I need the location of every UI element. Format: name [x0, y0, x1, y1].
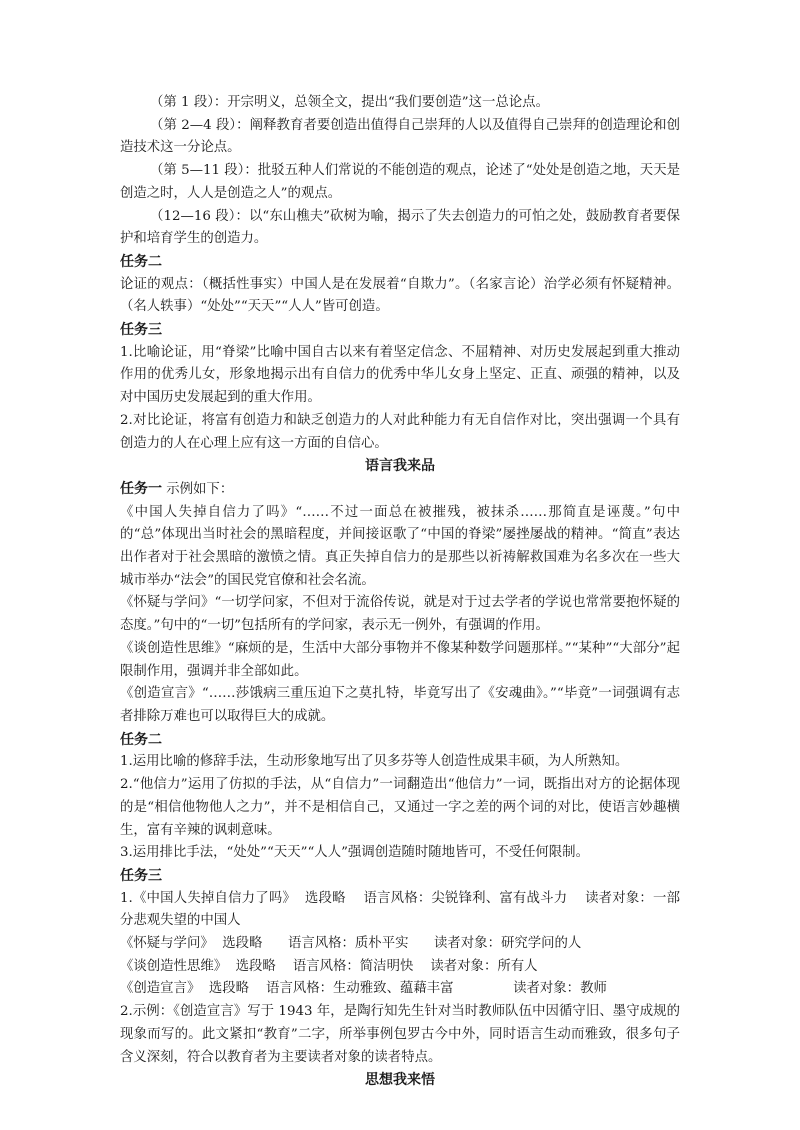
task-inline-text: 示例如下： — [162, 481, 234, 497]
section-heading: 思想我来悟 — [365, 1072, 435, 1089]
task-heading: 任务二 — [120, 731, 162, 748]
task-heading: 任务二 — [120, 253, 162, 270]
task-inline-line — [120, 478, 680, 502]
paragraph-summary-1: （第 1 段）：开宗明义，总领全文，提出“我们要创造”这一总论点。 — [150, 95, 549, 110]
paragraph: 3.运用排比手法，“处处”“天天”“人人”强调创造随时随地皆可，不受任何限制。 — [120, 845, 589, 861]
paragraph: 2.对比论证，将富有创造力和缺乏创造力的人对此种能力有无自信作对比，突出强调一个具有创造力的人在心理上应有这一方面的自信心。 — [120, 412, 680, 451]
paragraph: 2.“他信力”运用了仿拟的手法，从“自信力”一词翻造出“他信力”一词，既指出对方的论据体现的是“相信他物他人之力”，并不是相信自己，又通过一字之差的两个词的对比，使语言妙趣横生，富有辛辣的讽刺意味。 — [120, 777, 680, 838]
paragraph: 论证的观点：（概括性事实）中国人是在发展着“自欺力”。（名家言论）治学必须有怀疑精神。（名人轶事）“处处”“天天”“人人”皆可创造。 — [120, 276, 680, 315]
section-heading: 语言我来品 — [365, 458, 435, 475]
paragraph: 1.《中国人失掉自信力了吗》 选段略 语言风格：尖锐锋利、富有战斗力 读者对象：一部分悲观失望的中国人 — [120, 890, 680, 929]
paragraph: 1.运用比喻的修辞手法，生动形象地写出了贝多芬等人创造性成果丰硕，为人所熟知。 — [120, 754, 629, 770]
paragraph: 2.示例：《创造宣言》写于 1943 年，是陶行知先生针对当时教师队伍中因循守旧、墨守成规的现象而写的。此文紧扣“教育”二字，所举事例包罗古今中外，同时语言生动而雅致，很多句子含义深刻，符合以教育者为主要读者对象的读者特点。 — [120, 1004, 680, 1065]
task-heading: 任务三 — [120, 322, 162, 339]
paragraph-summary-3: （第 5—11 段）：批驳五种人们常说的不能创造的观点，论述了“处处是创造之地，天天是创造之时，人人是创造之人”的观点。 — [120, 163, 680, 201]
paragraph-summary-2: （第 2—4 段）：阐释教育者要创造出值得自己崇拜的人以及值得自己崇拜的创造理论和创造技术这一分论点。 — [120, 117, 680, 156]
paragraph: 《创造宣言》 选段略 语言风格：生动雅致、蕴藉丰富 读者对象：教师 — [120, 981, 607, 997]
paragraph: 《怀疑与学问》“一切学问家，不但对于流俗传说，就是对于过去学者的学说也常常要抱怀疑的态度。”句中的“一切”包括所有的学问家，表示无一例外，有强调的作用。 — [120, 595, 680, 634]
paragraph: 《中国人失掉自信力了吗》“……不过一面总在被摧残，被抹杀……那简直是诬蔑。”句中的“总”体现出当时社会的黑暗程度，并间接讴歌了“中国的脊梁”屡挫屡战的精神。“简直”表达出作者对于社会黑暗的激愤之情。真正失掉自信力的是那些以祈祷解救国难为名多次在一些大城市举办“法会”的国民党官僚和社会名流。 — [120, 504, 680, 588]
paragraph: 1.比喻论证，用“脊梁”比喻中国自古以来有着坚定信念、不屈精神、对历史发展起到重大推动作用的优秀儿女，形象地揭示出有自信力的优秀中华儿女身上坚定、正直、顽强的精神，以及对中国历史发展起到的重大作用。 — [120, 344, 680, 406]
paragraph: 《怀疑与学问》 选段略 语言风格：质朴平实 读者对象：研究学问的人 — [120, 936, 582, 952]
paragraph: 《谈创造性思维》“麻烦的是，生活中大部分事物并不像某种数学问题那样。”“某种”“大部分”起限制作用，强调并非全部如此。 — [120, 640, 680, 679]
paragraph: 《谈创造性思维》 选段略 语言风格：简洁明快 读者对象：所有人 — [120, 958, 538, 974]
task-heading: 任务一 — [120, 480, 162, 497]
paragraph-summary-4: （12—16 段）：以“东山樵夫”砍树为喻，揭示了失去创造力的可怕之处，鼓励教育者要保护和培育学生的创造力。 — [120, 208, 680, 247]
paragraph: 《创造宣言》“……莎饿病三重压迫下之莫扎特，毕竟写出了《安魂曲》。”“毕竟”一词强调有志者排除万难也可以取得巨大的成就。 — [120, 686, 680, 724]
task-heading: 任务三 — [120, 867, 162, 884]
document-page — [120, 92, 680, 1092]
